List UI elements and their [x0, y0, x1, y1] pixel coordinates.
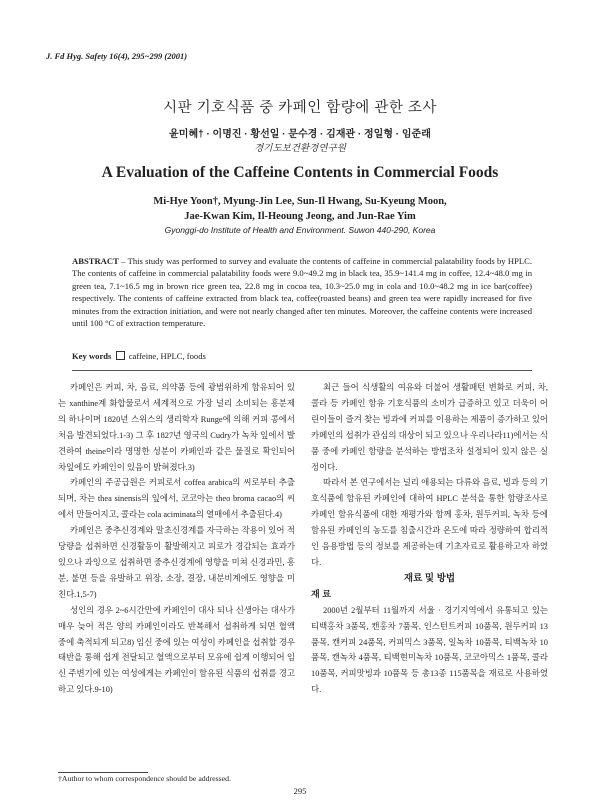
- english-authors: [0, 194, 600, 224]
- left-paragraph-2: 카페인의 주공급원은 커피로서 coffea arabica의 씨로부터 추출되며, 차는 thea sinensis의 잎에서, 코코아는 theo broma cacao의 씨에서 만들어지고, 콜라는 cola aciminata의 열매에서 추출된다.4): [58, 478, 295, 520]
- right-paragraph-2: 따라서 본 연구에서는 널리 애용되는 다류와 음료, 빙과 등의 기호식품에 함유된 카페인에 대하여 HPLC 분석을 통한 함량조사로 카페인 함유식품에 대한 재평가와 함께 홍차, 원두커피, 녹차 등에 함유된 카페인의 농도를 침출시간과 온도에 따라 정량하여 합리적인 음용방법 등의 정보를 제공하는데 기초자료로 활용하고자 하였다.: [311, 478, 548, 567]
- right-paragraph-1: 최근 들어 식생활의 여유와 더불어 생활패턴 변화로 커피, 차, 콜라 등 카페인 함유 기호식품의 소비가 급증하고 있고 더욱이 어린이들이 즐겨 찾는 빙과에 커피를 이용하는 제품이 증가하고 있어 카페인의 섭취가 관심의 대상이 되고 있으나 우리나라11)에서는 식품 중에 카페인 함량을 분석하는 방법조차 설정되어 있지 않은 실정이다.: [311, 383, 548, 472]
- footnote: †Author to whom correspondence should be addressed.: [58, 774, 232, 783]
- subsection-heading-materials: 재 료: [311, 588, 331, 599]
- korean-title: 시판 기호식품 중 카페인 함량에 관한 조사: [163, 100, 437, 116]
- left-paragraph-3: 카페인은 중추신경계와 말초신경계를 자극하는 작용이 있어 적당량을 섭취하면 신경활동이 활발해지고 피로가 경감되는 효과가 있으나 과잉으로 섭취하면 중추신경계에 영향을 미쳐 신경과민, 흥분, 불면 등을 유발하고 위장, 소장, 결장, 내분비계에도 영향을 미친다.1,5-7): [58, 526, 295, 599]
- abstract-divider: [72, 370, 532, 371]
- left-paragraph-1: 카페인은 커피, 차, 음료, 의약품 등에 광범위하게 함유되어 있는 xanthine계 화합물로서 세계적으로 가장 널리 소비되는 흥분제의 하나이며 1820년 스위스의 생리학자 Runge에 의해 커피 콩에서 처음 발견되었다.1-3) 그 후 1827년 영국의 Cudry가 녹차 잎에서 발견하여 theine이라 명명한 성분이 카페인과 같은 물질로 확인되어 차잎에도 카페인이 있음이 밝혀졌다.3): [58, 383, 295, 472]
- right-paragraph-materials: 2000년 2월부터 11월까지 서울 · 경기지역에서 유통되고 있는 티백홍차 3품목, 캔홍차 7품목, 인스턴트커피 10품목, 원두커피 13품목, 캔커피 24품목, 커피믹스 3품목, 일녹차 10품목, 티백녹차 10품목, 캔녹차 4품목, 티백현미녹차 10품목, 코코아믹스 1품목, 콜라 10품목, 커피맛빙과 10품목 등 총13종 115품목을 재료로 사용하였다.: [311, 605, 548, 695]
- korean-affiliation: 경기도보건환경연구원: [254, 144, 346, 154]
- abstract-label: ABSTRACT: [72, 256, 119, 266]
- korean-authors: 윤미혜† · 이명진 · 황선일 · 문수경 · 김재관 · 정일형 · 임준래: [169, 129, 431, 140]
- english-title: A Evaluation of the Caffeine Contents in Commercial Foods: [101, 164, 499, 181]
- keywords-label: Key words: [72, 351, 112, 361]
- keywords-text: caffeine, HPLC, foods: [128, 351, 206, 361]
- journal-reference: J. Fd Hyg. Safety 16(4), 295~299 (2001): [46, 51, 188, 61]
- left-column: [58, 380, 295, 698]
- english-authors-line-1: Mi-Hye Yoon†, Myung-Jin Lee, Sun-Il Hwang, Su-Kyeung Moon,: [153, 196, 447, 207]
- keywords: [72, 351, 532, 361]
- abstract: [72, 255, 532, 329]
- left-paragraph-4: 성인의 경우 2~6시간만에 카페인이 대사 되나 신생아는 대사가 매우 늦어 적은 양의 카페인이라도 반복해서 섭취하게 되면 혈액 중에 축적되게 되고8) 임신 중에 있는 여성이 카페인을 섭취할 경우 태반을 통해 쉽게 전달되고 혈액으로부터 모유에 쉽게 이행되어 임신 주변기에 있는 여성에게는 카페인이 함유된 식품의 섭취를 경고하고 있다.9-10): [58, 605, 295, 695]
- abstract-text: – This study was performed to survey and evaluate the contents of caffeine in commercial palatability foods by HPLC. The contents of caffeine in commercial palatability foods were 9.0~49.2 mg in black tea, 35.9~141.4 mg in coffee, 12.4~48.0 mg in green tea, 7.1~16.5 mg in brown rice green tea, 22.8 mg in cocoa tea, 10.3~25.0 mg in cola and 10.0~48.2 mg in ice bar(coffee) respectively. The contents of caffeine extracted from black tea, coffee(roasted beans) and green tea were rapidly increased for five minutes from the extraction initiation, and were not nearly changed after ten minutes. Moreover, the caffeine contents were increased until 100 °C of extraction temperature.: [72, 256, 532, 329]
- footnote-divider: [58, 772, 148, 773]
- english-authors-line-2: Jae-Kwan Kim, Il-Heoung Jeong, and Jun-Rae Yim: [184, 211, 416, 222]
- right-column: [311, 380, 548, 698]
- page-number: 295: [293, 786, 307, 796]
- section-heading-materials-methods: 재료 및 방법: [403, 572, 456, 584]
- checkbox-square-icon: [116, 351, 125, 360]
- english-affiliation: Gyonggi-do Institute of Health and Environment. Suwon 440-290, Korea: [164, 225, 436, 235]
